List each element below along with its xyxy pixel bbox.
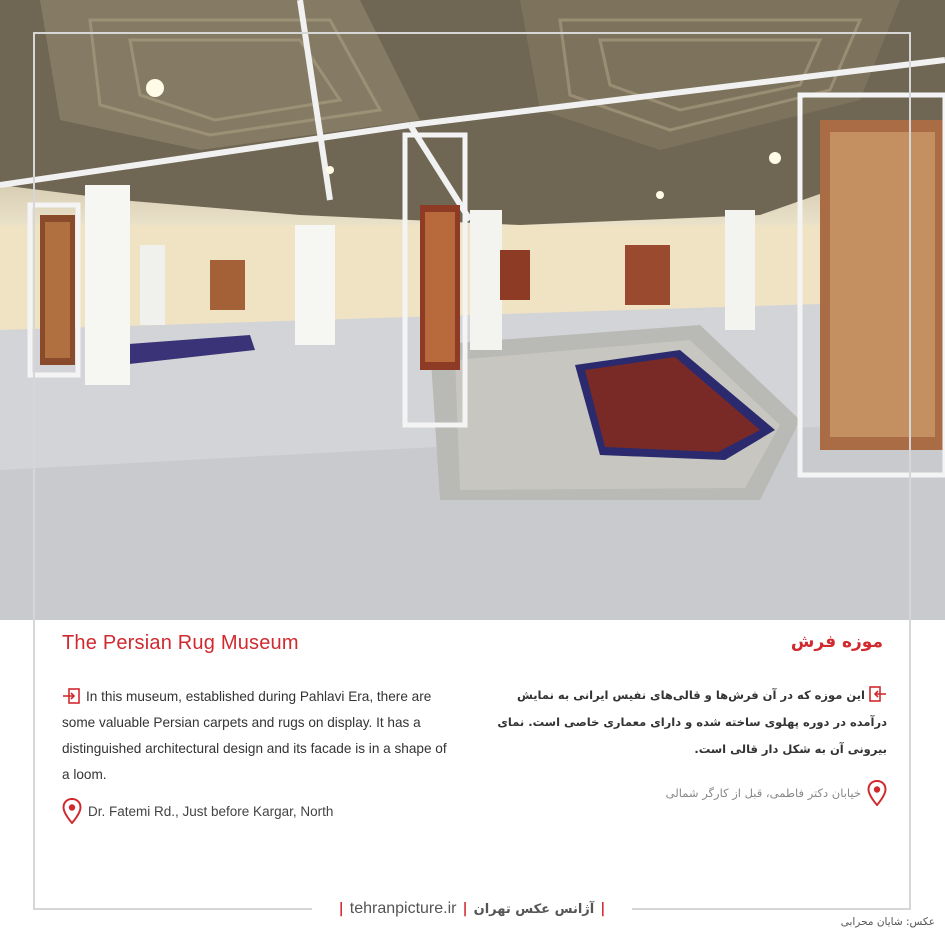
- footer-separator-right: |: [600, 901, 606, 917]
- footer-separator-middle: |: [462, 901, 468, 917]
- map-pin-icon: [62, 798, 82, 824]
- address-persian-text: خیابان دکتر فاطمی، قبل از کارگر شمالی: [665, 786, 861, 800]
- title-english: The Persian Rug Museum: [62, 632, 299, 654]
- enter-icon: [869, 685, 887, 701]
- footer-separator-left: |: [338, 901, 344, 917]
- map-pin-icon: [867, 780, 887, 806]
- title-persian: موزه فرش: [790, 632, 883, 652]
- footer-agency-name: آژانس عکس تهران: [473, 901, 595, 917]
- description-persian: [492, 682, 887, 763]
- address-english: [62, 798, 333, 824]
- address-english-text: Dr. Fatemi Rd., Just before Kargar, North: [88, 803, 334, 819]
- footer-brand: [312, 895, 632, 923]
- description-persian-text: این موزه که در آن فرش‌ها و قالی‌های نفیس ایرانی به نمایش درآمده در دوره پهلوی ساخته شده و دارای معماری خاصی است. نمای بیرونی آن به شکل دار قالی است.: [497, 688, 887, 756]
- enter-icon: [62, 687, 80, 703]
- photo-credit: عکس: شایان محرابی: [840, 916, 935, 928]
- address-persian: [666, 780, 887, 806]
- description-english-text: In this museum, established during Pahlavi Era, there are some valuable Persian carpets and rugs on display. It has a distinguished architectural design and its facade is in a shape of a loom.: [62, 689, 447, 782]
- footer-site-link[interactable]: tehranpicture.ir: [349, 900, 457, 917]
- description-english: [62, 684, 457, 788]
